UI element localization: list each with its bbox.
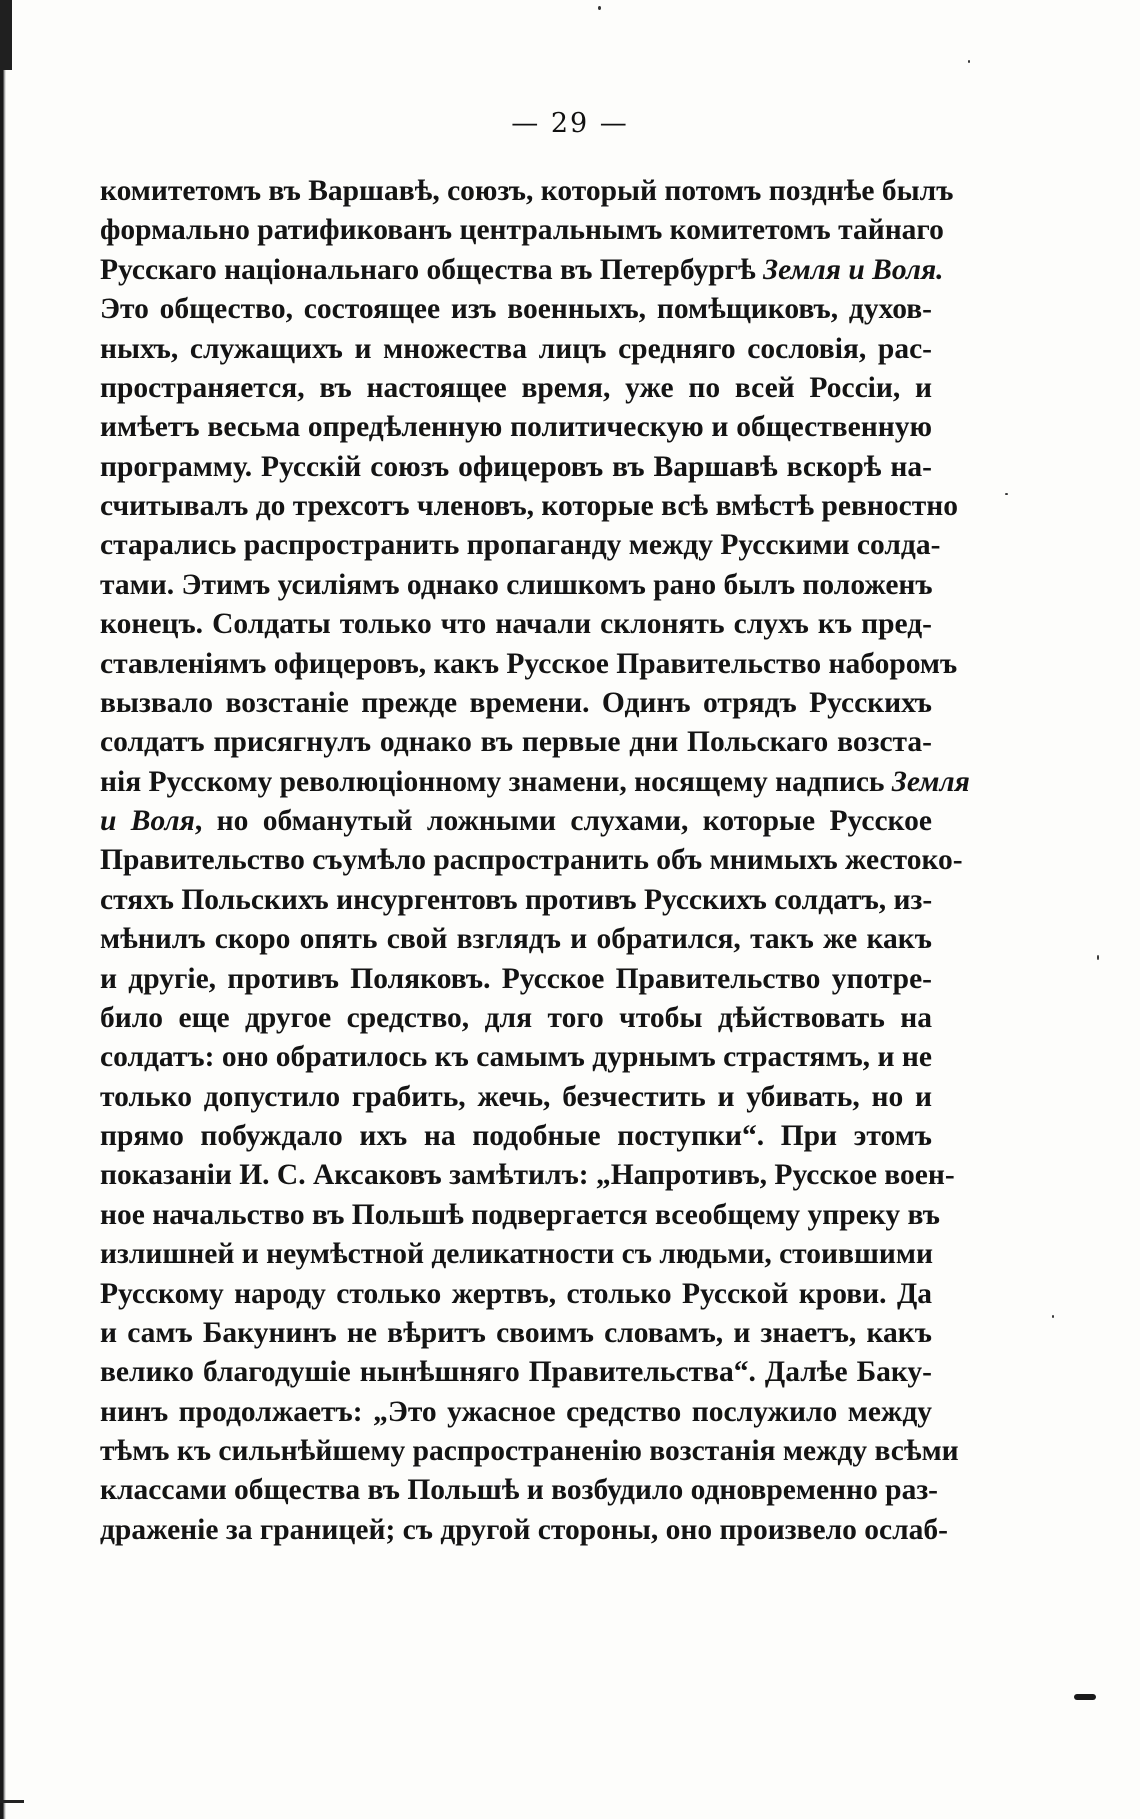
text-line xyxy=(100,1156,955,1195)
text-segment: и другіе, противъ Поляковъ. Русское Правительство употре- xyxy=(100,962,932,995)
ink-mark xyxy=(1074,1694,1096,1700)
text-line xyxy=(100,1117,932,1156)
text-segment: тами. Этимъ усиліямъ однако слишкомъ рано былъ положенъ xyxy=(100,568,933,601)
text-line xyxy=(100,1196,940,1235)
text-segment: Русскаго національнаго общества въ Петербургѣ xyxy=(100,253,764,286)
text-line xyxy=(100,881,932,920)
text-segment: классами общества въ Польшѣ и возбудило одновременно раз- xyxy=(100,1474,938,1507)
text-segment: показаніи И. С. Аксаковъ замѣтилъ: „Напротивъ, Русское воен- xyxy=(100,1159,955,1192)
italic-text: Земля xyxy=(891,765,970,798)
text-line xyxy=(100,605,932,644)
text-segment: прямо побуждало ихъ на подобные поступки“. При этомъ xyxy=(100,1120,932,1152)
text-segment: велико благодушіе нынѣшняго Правительства“. Далѣе Баку- xyxy=(100,1356,932,1389)
text-segment: нія Русскому революціонному знамени, носящему надпись xyxy=(100,765,892,798)
text-segment: Это общество, состоящее изъ военныхъ, помѣщиковъ, духов- xyxy=(100,293,932,326)
page-binding-edge xyxy=(0,0,6,1819)
text-segment: и самъ Бакунинъ не вѣритъ своимъ словамъ, и знаетъ, какъ xyxy=(100,1316,932,1349)
text-segment: , но обманутый ложными слухами, которые Русское xyxy=(194,805,933,837)
text-line xyxy=(100,1511,948,1550)
text-line xyxy=(100,960,932,999)
text-segment: драженіе за границей; съ другой стороны, оно произвело ослаб- xyxy=(100,1513,948,1546)
text-segment: солдатъ: оно обратилось къ самымъ дурнымъ страстямъ, и не xyxy=(100,1041,932,1074)
text-segment: ныхъ, служащихъ и множества лицъ средняго сословія, рас- xyxy=(100,332,932,365)
text-segment: считывалъ до трехсотъ членовъ, которые всѣ вмѣстѣ ревностно xyxy=(100,490,958,522)
text-line xyxy=(100,763,970,802)
text-line xyxy=(100,330,932,369)
text-line xyxy=(100,1393,932,1432)
text-segment: излишней и неумѣстной деликатности съ людьми, стоившими xyxy=(100,1238,933,1271)
scan-speck xyxy=(1005,493,1008,495)
text-line xyxy=(100,1471,938,1510)
text-line xyxy=(100,1314,932,1353)
italic-text: Земля и Воля. xyxy=(763,253,944,286)
text-line xyxy=(100,369,932,408)
text-line xyxy=(100,645,958,684)
text-line xyxy=(100,408,932,447)
text-segment: формально ратификованъ центральнымъ комитетомъ тайнаго xyxy=(100,214,944,247)
text-line xyxy=(100,684,932,723)
scan-speck xyxy=(1052,1315,1054,1318)
text-segment: Русскому народу столько жертвъ, столько Русской крови. Да xyxy=(100,1277,932,1310)
scan-edge-shadow xyxy=(0,0,12,70)
text-segment: ставленіямъ офицеровъ, какъ Русское Правительство наборомъ xyxy=(100,647,958,680)
text-line xyxy=(100,723,932,762)
text-segment: конецъ. Солдаты только что начали склонять слухъ къ пред- xyxy=(100,608,932,641)
text-segment: вызвало возстаніе прежде времени. Одинъ отрядъ Русскихъ xyxy=(100,686,932,719)
text-segment: старались распространить пропаганду между Русскими солда- xyxy=(100,529,941,562)
text-segment: мѣнилъ скоро опять свой взглядъ и обратился, такъ же какъ xyxy=(100,923,932,956)
text-segment: ное начальство въ Польшѣ подвергается всеобщему упреку въ xyxy=(100,1198,940,1231)
text-segment: тѣмъ къ сильнѣйшему распространенію возстанія между всѣми xyxy=(100,1435,959,1467)
text-line xyxy=(100,802,932,841)
scan-speck xyxy=(1097,955,1099,960)
text-line xyxy=(100,1432,959,1471)
text-segment: программу. Русскій союзъ офицеровъ въ Варшавѣ вскорѣ на- xyxy=(100,450,932,483)
text-line xyxy=(100,251,944,290)
text-line xyxy=(100,211,944,250)
text-line xyxy=(100,1353,932,1392)
text-line xyxy=(100,920,932,959)
text-segment: стяхъ Польскихъ инсургентовъ противъ Русскихъ солдатъ, из- xyxy=(100,883,933,916)
text-segment: солдатъ присягнулъ однако въ первые дни Польскаго возста- xyxy=(100,726,932,759)
text-line xyxy=(100,566,932,605)
text-segment: только допустило грабить, жечь, безчестить и убивать, но и xyxy=(100,1080,932,1113)
text-line xyxy=(100,290,932,329)
scan-speck xyxy=(968,60,970,63)
scan-speck xyxy=(598,6,601,10)
page-number: — 29 — xyxy=(511,108,629,139)
text-segment: имѣетъ весьма опредѣленную политическую и общественную xyxy=(100,411,932,444)
text-line xyxy=(100,1038,932,1077)
text-line xyxy=(100,1078,932,1117)
text-segment: комитетомъ въ Варшавѣ, союзъ, который потомъ позднѣе былъ xyxy=(100,175,954,207)
text-line xyxy=(100,999,932,1038)
text-line xyxy=(100,841,963,880)
text-segment: Правительство съумѣло распространить объ мнимыхъ жестоко- xyxy=(100,844,963,877)
text-segment: нинъ продолжаетъ: „Это ужасное средство послужило между xyxy=(100,1395,932,1428)
italic-text: и Воля xyxy=(100,805,195,837)
text-line xyxy=(100,448,932,487)
text-line xyxy=(100,487,958,526)
text-segment: пространяется, въ настоящее время, уже по всей Россіи, и xyxy=(100,371,932,404)
scan-corner-mark xyxy=(0,1800,24,1803)
text-line xyxy=(100,526,941,565)
text-line xyxy=(100,1235,932,1274)
text-segment: било еще другое средство, для того чтобы дѣйствовать на xyxy=(100,1001,932,1034)
body-text xyxy=(100,172,970,1550)
text-line xyxy=(100,1275,932,1314)
text-line xyxy=(100,172,954,211)
